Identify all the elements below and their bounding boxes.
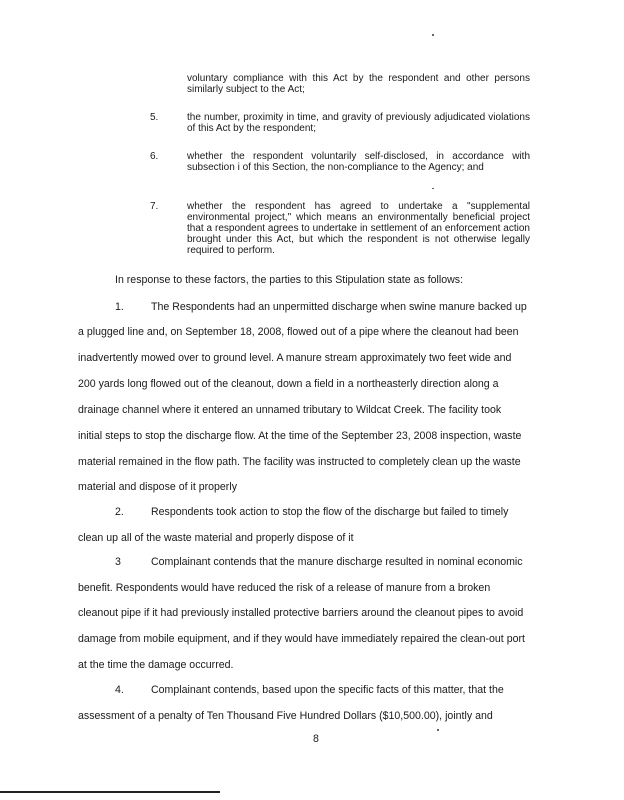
body-line: at the time the damage occurred. [78, 659, 234, 671]
scan-speck [437, 729, 439, 731]
body-line: assessment of a penalty of Ten Thousand Five Hundred Dollars ($10,500.00), jointly and [78, 710, 493, 722]
body-line: a plugged line and, on September 18, 2008, flowed out of a pipe where the cleanout had been [78, 326, 519, 338]
intro-line: In response to these factors, the parties to this Stipulation state as follows: [115, 274, 464, 286]
body-line: cleanout pipe if it had previously installed protective barriers around the cleanout pipes to avoid [78, 607, 524, 619]
paragraph-number: 3 [115, 556, 121, 568]
scan-speck [432, 34, 434, 36]
factor-number: 6. [150, 151, 159, 162]
body-line: material and dispose of it properly [78, 481, 237, 493]
factor-item-5 [150, 112, 530, 138]
factor-number: 7. [150, 201, 159, 212]
body-line: benefit. Respondents would have reduced the risk of a release of manure from a broken [78, 582, 491, 594]
body-line [115, 556, 523, 568]
list-continuation-text: voluntary compliance with this Act by the respondent and other persons similarly subject to the Act; [187, 73, 530, 95]
body-line: inadvertently mowed over to ground level. A manure stream approximately two feet wide and [78, 352, 512, 364]
body-line: drainage channel where it entered an unnamed tributary to Wildcat Creek. The facility took [78, 404, 502, 416]
body-line-text: Respondents took action to stop the flow of the discharge but failed to timely [151, 506, 509, 518]
scan-speck [432, 188, 434, 189]
paragraph-number: 1. [115, 301, 124, 313]
scan-edge-line [0, 791, 220, 793]
body-line-text: Complainant contends that the manure discharge resulted in nominal economic [151, 556, 523, 568]
body-line: material remained in the flow path. The facility was instructed to completely clean up the waste [78, 456, 521, 468]
body-line [115, 301, 527, 313]
body-line: damage from mobile equipment, and if they would have immediately repaired the clean-out port [78, 633, 525, 645]
factor-item-7 [150, 201, 530, 261]
factor-text: the number, proximity in time, and gravity of previously adjudicated violations of this Act by the respondent; [187, 112, 530, 134]
body-line-text: The Respondents had an unpermitted discharge when swine manure backed up [151, 301, 527, 313]
factor-number: 5. [150, 112, 159, 123]
body-line [115, 684, 504, 696]
paragraph-number: 4. [115, 684, 124, 696]
body-line-text: Complainant contends, based upon the specific facts of this matter, that the [151, 684, 504, 696]
page-number: 8 [313, 733, 319, 745]
factor-item-6 [150, 151, 530, 187]
paragraph-number: 2. [115, 506, 124, 518]
body-line: initial steps to stop the discharge flow. At the time of the September 23, 2008 inspection, waste [78, 430, 522, 442]
factor-text: whether the respondent voluntarily self-disclosed, in accordance with subsection i of this Section, the non-compliance to the Agency; and [187, 151, 530, 173]
factor-text: whether the respondent has agreed to undertake a "supplemental environmental project," which means an environmentally beneficial project that a respondent agrees to undertake in settlement of an enforcement action brought under this Act, but which the respondent is not otherwise legally required to perform. [187, 201, 530, 256]
body-line: 200 yards long flowed out of the cleanout, down a field in a northeasterly direction along a [78, 378, 499, 390]
body-line [115, 506, 508, 518]
body-line: clean up all of the waste material and properly dispose of it [78, 532, 354, 544]
